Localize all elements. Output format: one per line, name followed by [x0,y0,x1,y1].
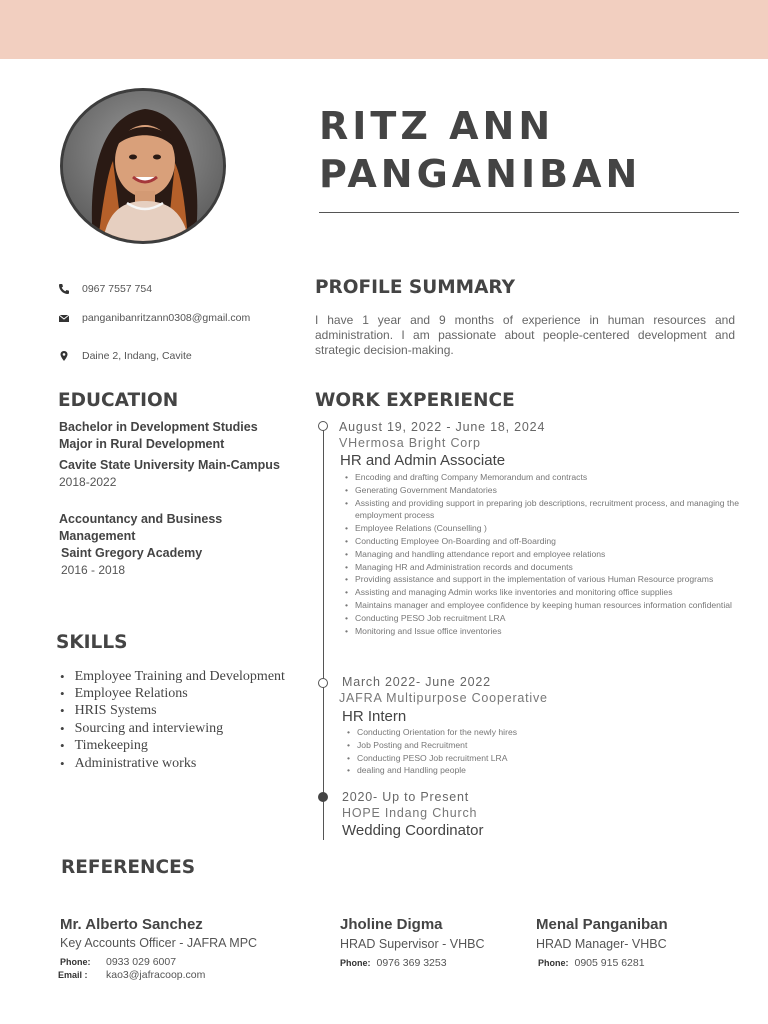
duty-item: • Job Posting and Recruitment [347,739,647,752]
top-color-band [0,0,768,59]
phone-icon [58,283,70,295]
duty-item: • Employee Relations (Counselling ) [345,522,739,535]
duty-item: • Managing and handling attendance report and employee relations [345,548,739,561]
duty-item: • Monitoring and Issue office inventories [345,625,739,638]
references-heading: REFERENCES [61,857,196,878]
full-name [319,102,641,198]
duty-item: • Assisting and providing support in preparing job descriptions, recruitment process, and managing the employment process [345,497,739,523]
duty-item: • Conducting Employee On-Boarding and off-Boarding [345,535,739,548]
duty-item: • Managing HR and Administration records and documents [345,561,739,574]
duty-item: • Assisting and managing Admin works like inventories and monitoring office supplies [345,586,739,599]
skills-list [58,668,285,772]
education-1-years: 2018-2022 [59,475,117,489]
skill-item: • Sourcing and interviewing [58,720,285,737]
timeline-dot [318,792,328,802]
reference-2-phone [340,957,447,969]
profile-summary-heading: PROFILE SUMMARY [315,277,516,298]
email-label: Email : [58,970,88,980]
phone-value: 0933 029 6007 [106,956,177,968]
reference-1-name: Mr. Alberto Sanchez [60,916,203,933]
duty-item: • Providing assistance and support in the implementation of various Human Resource programs [345,573,739,586]
education-2-years: 2016 - 2018 [61,563,126,577]
reference-2-title: HRAD Supervisor - VHBC [340,937,485,951]
skill-item: • Timekeeping [58,738,285,755]
duty-item: • Encoding and drafting Company Memorandum and contracts [345,471,739,484]
job-2-organization: JAFRA Multipurpose Cooperative [339,691,548,705]
location-pin-icon [58,350,70,362]
education-1-degree-line2: Major in Rural Development [59,437,225,451]
job-1-duties [345,471,739,637]
profile-photo [60,88,226,244]
reference-1-email [58,969,205,981]
job-1-date: August 19, 2022 - June 18, 2024 [339,420,546,434]
duty-item: • Conducting Orientation for the newly hires [347,726,647,739]
job-3-date: 2020- Up to Present [342,790,470,804]
education-1-degree-line1: Bachelor in Development Studies [59,420,258,434]
job-1-role: HR and Admin Associate [340,452,506,469]
duty-item: • Generating Government Mandatories [345,484,739,497]
reference-3-title: HRAD Manager- VHBC [536,937,667,951]
home-address: Daine 2, Indang, Cavite [82,350,192,362]
timeline-line [323,427,324,840]
job-2-duties [347,726,647,777]
skill-item: • Administrative works [58,755,285,772]
work-experience-heading: WORK EXPERIENCE [315,390,515,411]
education-1-school: Cavite State University Main-Campus [59,458,280,472]
education-2-degree-line2: Management [59,529,136,543]
phone-label: Phone: [538,958,569,968]
phone-label: Phone: [60,957,91,967]
portrait-illustration [63,91,223,241]
phone-number: 0967 7557 754 [82,283,153,295]
name-second-line: PANGANIBAN [319,152,642,196]
job-1-organization: VHermosa Bright Corp [339,436,481,450]
duty-item: • Maintains manager and employee confidence by keeping human resources information confidential [345,599,739,612]
duty-item: • Conducting PESO Job recruitment LRA [345,612,739,625]
duty-item: • dealing and Handling people [347,764,647,777]
skill-item: • HRIS Systems [58,703,285,720]
job-3-role: Wedding Coordinator [342,822,484,839]
profile-summary-text: I have 1 year and 9 months of experience in human resources and administration. I am passionate about people-centered development and strategic decision-making. [315,313,735,357]
envelope-icon [58,312,70,324]
contact-address [58,350,192,362]
email-address: panganibanritzann0308@gmail.com [82,312,251,324]
skill-item: • Employee Relations [58,685,285,702]
reference-1-title: Key Accounts Officer - JAFRA MPC [60,936,258,950]
phone-value: 0976 369 3253 [376,957,447,969]
contact-phone [58,283,152,295]
phone-label: Phone: [340,958,371,968]
skills-heading: SKILLS [56,632,128,653]
email-value: kao3@jafracoop.com [106,969,206,981]
job-2-date: March 2022- June 2022 [342,675,491,689]
name-first-line: RITZ ANN [319,104,555,148]
skill-item: • Employee Training and Development [58,668,285,685]
education-heading: EDUCATION [58,390,179,411]
reference-3-name: Menal Panganiban [536,916,668,933]
timeline-dot [318,678,328,688]
duty-item: • Conducting PESO Job recruitment LRA [347,752,647,765]
phone-value: 0905 915 6281 [574,957,645,969]
contact-email [58,312,250,324]
name-divider [319,212,739,213]
timeline-dot [318,421,328,431]
reference-3-phone [538,957,645,969]
job-2-role: HR Intern [342,708,407,725]
education-2-degree-line1: Accountancy and Business [59,512,223,526]
job-3-organization: HOPE Indang Church [342,806,478,820]
education-2-school: Saint Gregory Academy [61,546,203,560]
reference-1-phone [60,956,176,968]
reference-2-name: Jholine Digma [340,916,443,933]
